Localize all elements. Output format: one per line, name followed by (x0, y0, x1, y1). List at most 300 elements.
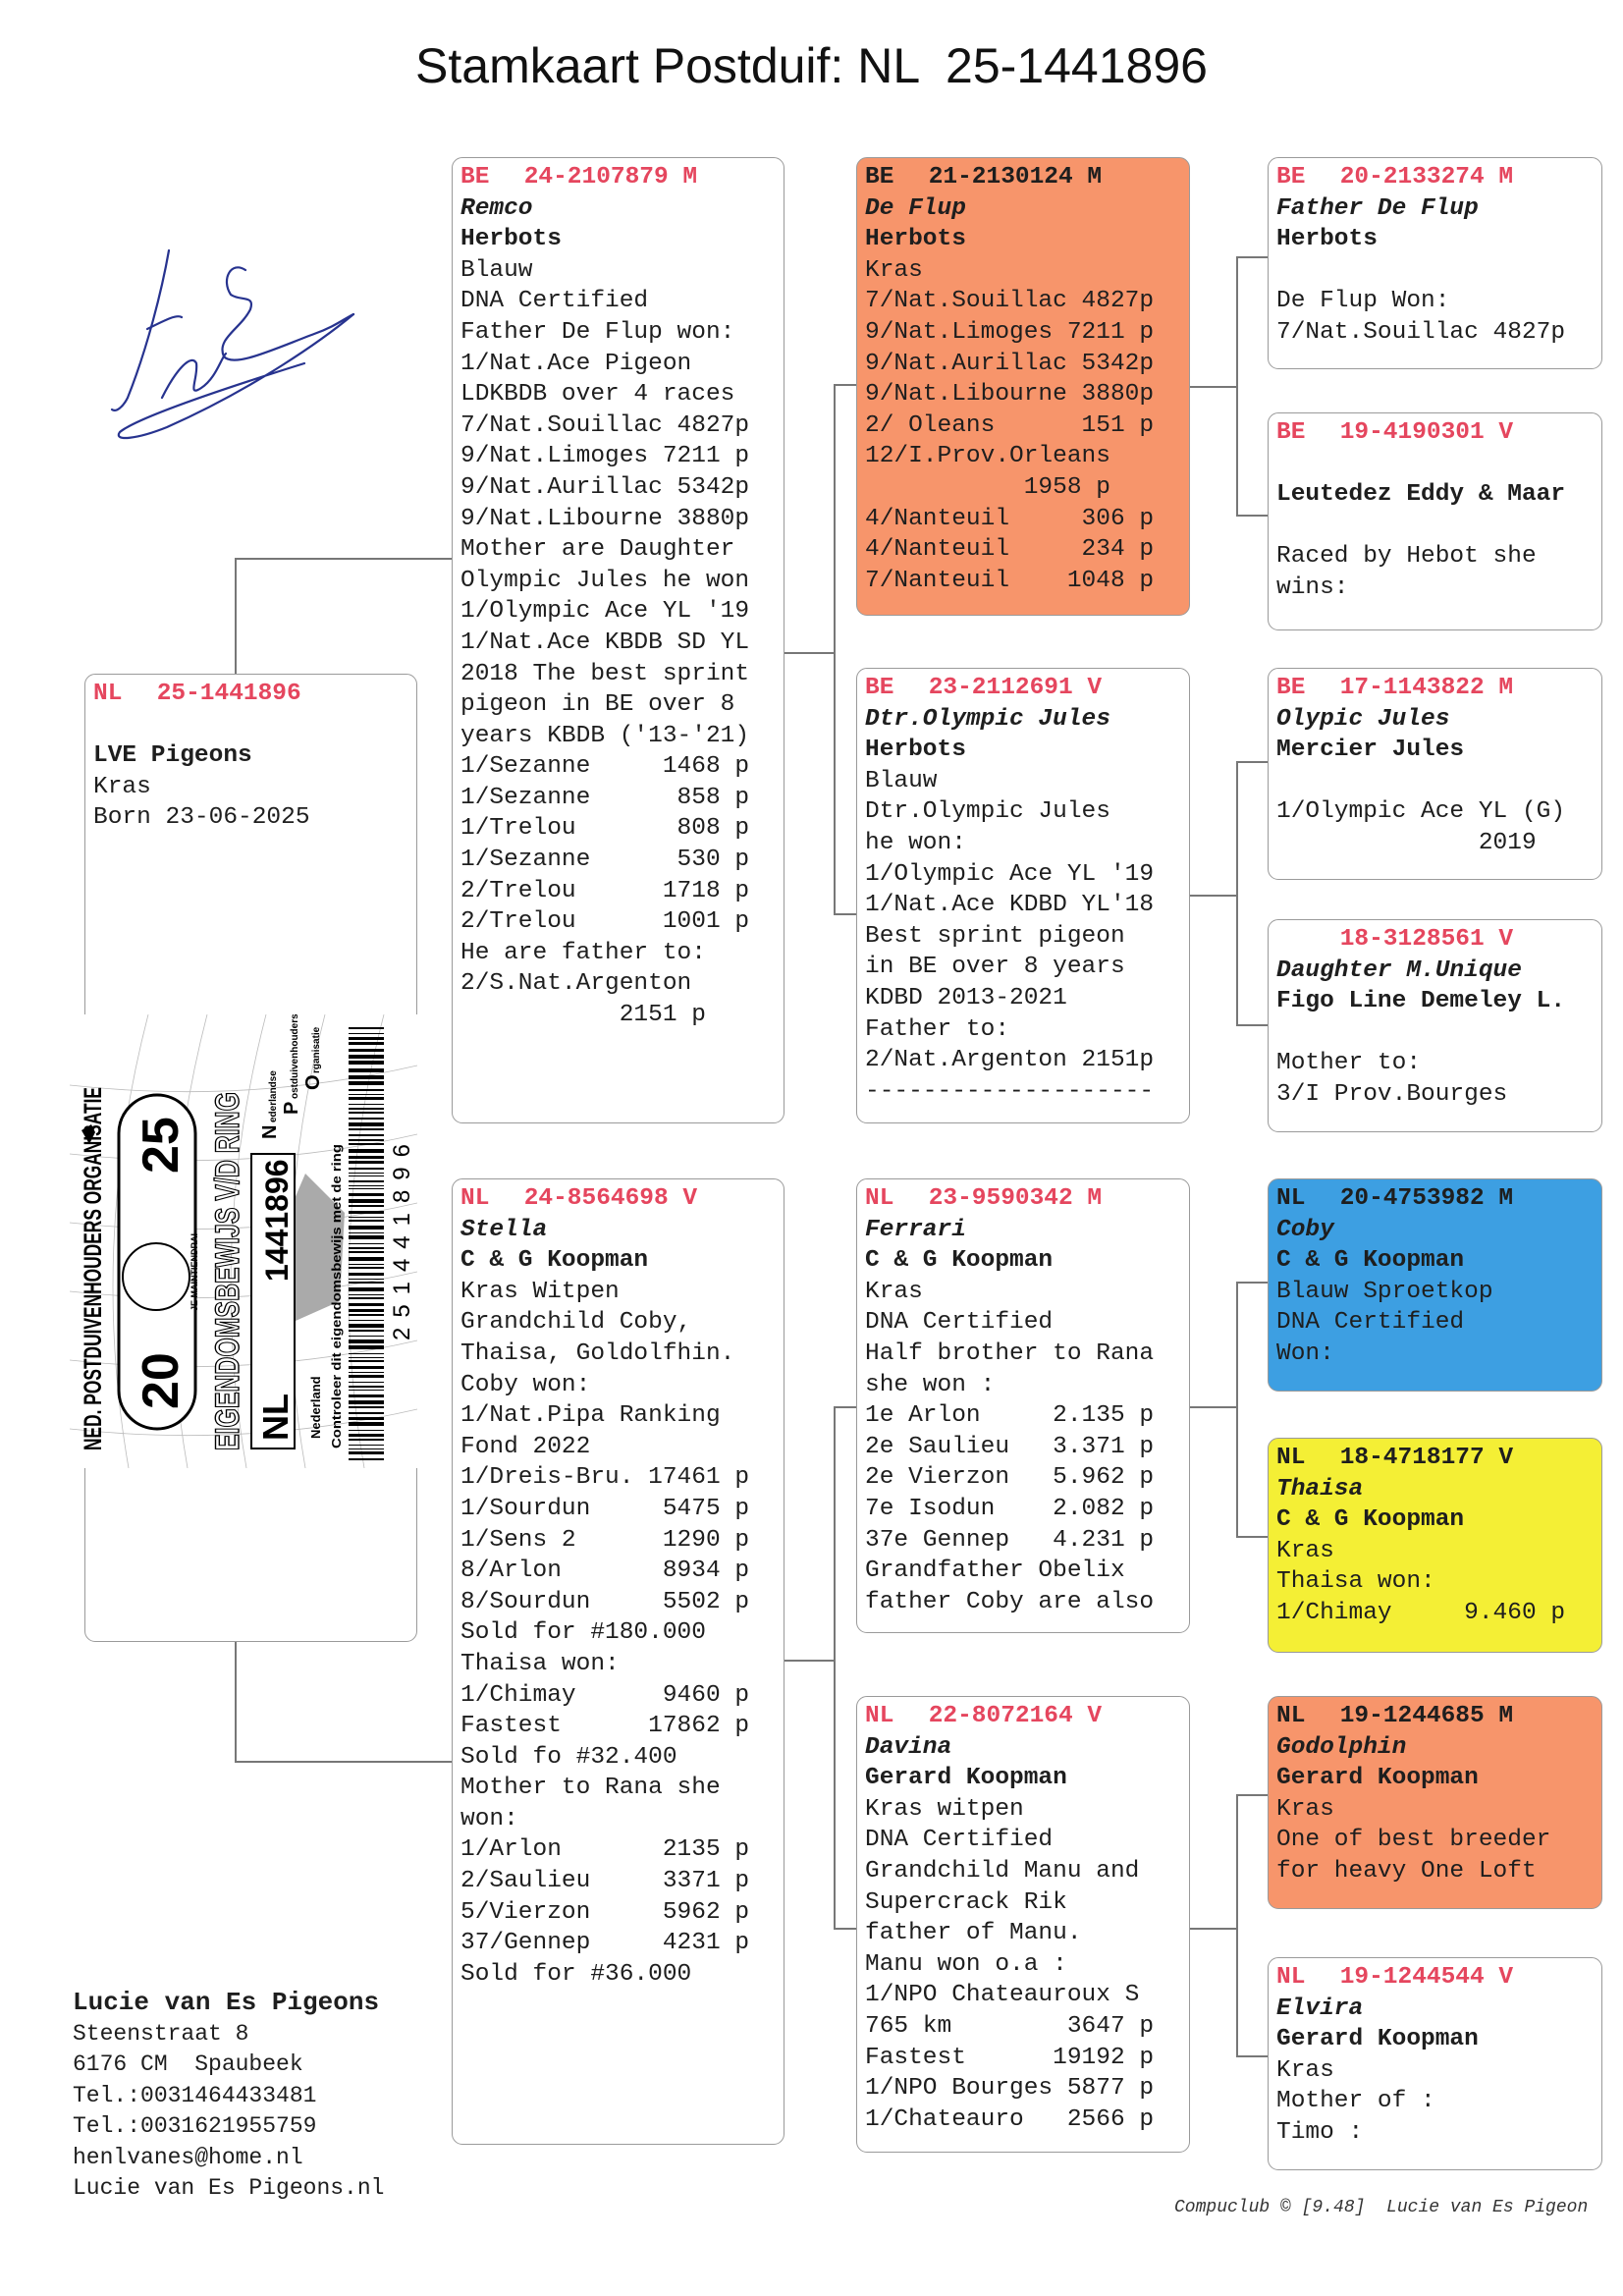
info-line: for heavy One Loft (1276, 1857, 1537, 1885)
breeder-owner: Figo Line Demeley L. (1276, 988, 1566, 1015)
info-line: Kras (1276, 2056, 1334, 2084)
info-line: LDKBDB over 4 races (460, 381, 735, 409)
pigeon-name: Thaisa (1276, 1475, 1364, 1503)
barcode-bar (349, 1360, 384, 1362)
barcode-bar (349, 1232, 384, 1233)
info-line (1276, 255, 1601, 287)
breeder-owner: C & G Koopman (865, 1247, 1054, 1275)
connector (1236, 761, 1238, 1025)
pigeon-card-sire (452, 157, 784, 1123)
barcode-bar (349, 1243, 384, 1244)
breeder-name: Lucie van Es Pigeons (73, 1988, 380, 2017)
info-line: won: (460, 1805, 518, 1832)
npo-logo (259, 1014, 324, 1139)
barcode-bar (349, 1033, 384, 1034)
ring-sex: M (1498, 675, 1514, 701)
ring-number: 25-1441896 (156, 681, 301, 707)
connector (834, 1406, 856, 1408)
barcode-bar (349, 1188, 384, 1189)
pigeon-name (1276, 449, 1601, 480)
barcode-bar (349, 1049, 384, 1052)
ring-sex: V (1498, 926, 1514, 953)
ring-number: 24-2107879 (523, 164, 669, 191)
info-line: Won: (1276, 1339, 1334, 1367)
ring-country: NL (865, 1185, 894, 1212)
info-line: 9/Nat.Limoges 7211 p (460, 443, 750, 470)
pigeon-name: Stella (460, 1216, 548, 1243)
barcode-bar (349, 1287, 384, 1291)
lion-crest-icon (123, 1243, 189, 1310)
connector (1190, 386, 1236, 388)
info-line: Dtr.Olympic Jules (865, 798, 1110, 826)
info-line: years KBDB ('13-'21) (460, 722, 750, 749)
barcode-bar (349, 1324, 384, 1328)
ring-number: 19-1244685 (1339, 1703, 1485, 1729)
connector (235, 1642, 237, 1762)
ring-ownership-card (70, 1014, 417, 1468)
info-line: Blauw Sproetkop (1276, 1278, 1493, 1305)
barcode-bar (349, 1180, 384, 1182)
ring-id (93, 679, 416, 710)
connector (1236, 1282, 1238, 1537)
barcode-bar (349, 1297, 384, 1299)
connector (1236, 2055, 1268, 2057)
barcode-bar (349, 1257, 384, 1261)
barcode-bar (349, 1422, 384, 1426)
info-line: Blauw (865, 767, 938, 794)
ring-number: 19-1244544 (1339, 1964, 1485, 1991)
info-line: 37/Gennep 4231 p (460, 1930, 750, 1957)
info-line: DNA Certified (1276, 1309, 1465, 1337)
info-line: 3/I Prov.Bourges (1276, 1080, 1508, 1108)
svg-text:N: N (259, 1124, 281, 1139)
breeder-owner: Herbots (460, 226, 562, 253)
info-line: 9/Nat.Aurillac 5342p (460, 473, 750, 501)
barcode-bar (349, 1122, 384, 1126)
card-check-text: Controleer dit eigendomsbewijs met de ring (330, 1192, 344, 1449)
ring-number: 20-4753982 (1339, 1185, 1485, 1212)
ring-id (865, 1701, 1189, 1732)
info-line: -------------------- (865, 1077, 1155, 1105)
pigeon-name: Ferrari (865, 1216, 966, 1243)
ring-id (1276, 162, 1601, 193)
breeder-address (73, 1988, 384, 2205)
barcode-bar (349, 1128, 384, 1130)
barcode-bar (349, 1434, 384, 1437)
ring-country: NL (865, 1703, 894, 1729)
info-line: 2/Saulieu 3371 p (460, 1868, 750, 1895)
barcode-bar (349, 1061, 384, 1065)
barcode-bar (349, 1336, 384, 1337)
connector (1236, 1536, 1268, 1538)
connector (1190, 895, 1236, 897)
info-line: Mother to: (1276, 1050, 1422, 1077)
info-line: 1/NPO Chateauroux S (865, 1982, 1140, 2009)
info-line: Manu won o.a : (865, 1950, 1067, 1978)
info-line: Kras witpen (865, 1795, 1024, 1823)
info-line: 9/Nat.Limoges 7211 p (865, 318, 1155, 346)
info-line: 7/Nanteuil 1048 p (865, 567, 1155, 594)
barcode-bar (349, 1430, 384, 1431)
barcode-bar (349, 1211, 384, 1214)
breeder-owner: Gerard Koopman (1276, 1765, 1479, 1792)
barcode-bar (349, 1303, 384, 1306)
info-line: wins: (1276, 574, 1349, 601)
breeder-owner: Mercier Jules (1276, 737, 1465, 764)
ring-id (460, 1183, 784, 1215)
barcode-bar (349, 1199, 384, 1203)
ring-sex: V (1087, 1703, 1103, 1729)
info-line: she won : (865, 1371, 996, 1398)
pigeon-name: Father De Flup (1276, 194, 1479, 222)
ring-country: BE (460, 164, 490, 191)
ring-country: NL (460, 1185, 490, 1212)
barcode-bar (349, 1108, 384, 1110)
ring-id (1276, 1701, 1601, 1732)
info-line: 9/Nat.Libourne 3880p (865, 381, 1155, 409)
info-line: Father to: (865, 1015, 1010, 1043)
info-line: One of best breeder (1276, 1827, 1551, 1854)
card-land: Nederland (308, 1376, 323, 1439)
info-line: Mother of : (1276, 2088, 1435, 2115)
ring-id (1276, 1183, 1601, 1215)
info-line: 1/Sezanne 858 p (460, 784, 750, 811)
info-line: 1/NPO Bourges 5877 p (865, 2075, 1155, 2103)
barcode-bar (349, 1220, 384, 1222)
pigeon-name: Elvira (1276, 1995, 1364, 2022)
info-line: 1/Nat.Ace KDBD YL'18 (865, 892, 1155, 919)
barcode-bar (349, 1372, 384, 1373)
info-line: Grandchild Manu and (865, 1857, 1140, 1885)
info-line: 1/Olympic Ace YL '19 (865, 860, 1155, 888)
breeder-owner: C & G Koopman (1276, 1506, 1465, 1534)
ring-id (865, 162, 1189, 193)
ring-sex: V (682, 1185, 698, 1212)
barcode-bar (349, 1075, 384, 1079)
pigeon-card-grandsire-paternal (856, 157, 1190, 616)
year-left: 20 (133, 1352, 189, 1409)
info-line: Mother to Rana she (460, 1775, 721, 1802)
info-line: Timo : (1276, 2118, 1364, 2146)
ring-sex: V (1498, 1445, 1514, 1471)
ring-id (1276, 673, 1601, 704)
barcode-bar (349, 1112, 384, 1114)
connector (235, 558, 452, 560)
barcode-bar (349, 1134, 384, 1136)
info-line: Blauw (460, 256, 533, 284)
ring-sex: M (1087, 164, 1103, 191)
pigeon-card-great-grandparent (1268, 919, 1602, 1132)
connector (834, 384, 856, 386)
ring-number: 22-8072164 (928, 1703, 1073, 1729)
software-credit: Compuclub © [9.48] Lucie van Es Pigeon (1174, 2198, 1589, 2217)
info-line: 4/Nanteuil 306 p (865, 505, 1155, 532)
barcode-bar (349, 1037, 384, 1040)
barcode-bar (349, 1294, 384, 1295)
connector (784, 1660, 834, 1662)
info-line: Kras (865, 256, 923, 284)
barcode-bar (349, 1217, 384, 1218)
barcode-bar (349, 1309, 384, 1312)
ring-sex: V (1087, 675, 1103, 701)
svg-text:P: P (281, 1101, 302, 1115)
barcode-bar (349, 1264, 384, 1265)
pigeon-card-great-grandparent (1268, 1178, 1602, 1392)
info-line: 37e Gennep 4.231 p (865, 1526, 1155, 1554)
info-line: 2151 p (460, 1002, 706, 1029)
pigeon-name: Dtr.Olympic Jules (865, 705, 1110, 733)
info-line: 2/Trelou 1001 p (460, 908, 750, 936)
connector (1236, 1794, 1268, 1796)
pigeon-card-great-grandparent (1268, 1696, 1602, 1909)
phone: Tel.:0031621955759 (73, 2113, 317, 2139)
connector (235, 558, 237, 674)
info-line: 1/Nat.Pipa Ranking (460, 1402, 721, 1430)
pigeon-card-granddam-paternal (856, 668, 1190, 1123)
info-line: 7/Nat.Souillac 4827p (865, 288, 1155, 315)
breeder-owner: C & G Koopman (460, 1247, 649, 1275)
info-line: Sold for #36.000 (460, 1960, 692, 1988)
pigeon-name: Remco (460, 194, 533, 222)
connector (1236, 1282, 1268, 1284)
info-line: Olympic Jules he won (460, 567, 750, 594)
connector (834, 384, 836, 914)
info-line: Fastest 17862 p (460, 1713, 750, 1740)
barcode-bar (349, 1089, 384, 1091)
ring-sex: M (682, 164, 698, 191)
barcode-bar (349, 1205, 384, 1207)
barcode-bar (349, 1273, 384, 1276)
barcode-bar (349, 1320, 384, 1321)
barcode-bar (349, 1143, 384, 1145)
ring-number: 18-4718177 (1339, 1445, 1485, 1471)
info-line: 1958 p (865, 473, 1110, 501)
info-line: 5/Vierzon 5962 p (460, 1898, 750, 1926)
info-line: Thaisa won: (460, 1650, 620, 1677)
barcode-bar (349, 1400, 384, 1404)
card-heading: EIGENDOMSBEWIJS V/D RING (209, 1014, 246, 1450)
ring-country: BE (1276, 164, 1306, 191)
info-line: 2/ Oleans 151 p (865, 411, 1155, 439)
barcode-bar (349, 1081, 384, 1085)
info-line: Fond 2022 (460, 1433, 591, 1460)
barcode-bar (349, 1382, 384, 1383)
barcode-bar (349, 1094, 384, 1095)
connector (1190, 1406, 1236, 1408)
info-line: Thaisa won: (1276, 1568, 1435, 1596)
info-line: Born 23-06-2025 (93, 804, 310, 832)
info-line: Kras Witpen (460, 1278, 620, 1305)
ring-number: 20-2133274 (1339, 164, 1485, 191)
email: henlvanes@home.nl (73, 2144, 303, 2170)
info-line: 2/Trelou 1718 p (460, 877, 750, 904)
barcode-bar (349, 1104, 384, 1105)
info-line: 2e Vierzon 5.962 p (865, 1464, 1155, 1492)
info-line: 1/Nat.Ace KBDB SD YL (460, 629, 750, 656)
barcode-bar (349, 1267, 384, 1269)
info-line: 1/Olympic Ace YL '19 (460, 598, 750, 626)
info-line: 8/Sourdun 5502 p (460, 1588, 750, 1615)
barcode-bar (349, 1386, 384, 1388)
barcode-bar (349, 1439, 384, 1441)
info-line: pigeon in BE over 8 (460, 691, 735, 719)
info-line: father Coby are also (865, 1588, 1155, 1615)
pigeon-card-dam (452, 1178, 784, 2145)
info-line: 7e Isodun 2.082 p (865, 1495, 1155, 1522)
barcode-bar (349, 1394, 384, 1397)
ring-country: BE (1276, 419, 1306, 446)
ring-sex: M (1087, 1185, 1103, 1212)
barcode-bar (349, 1357, 384, 1358)
info-line: Sold fo #32.400 (460, 1743, 677, 1771)
ring-country: BE (865, 675, 894, 701)
info-line (1276, 511, 1601, 542)
barcode-bar (349, 1445, 384, 1446)
barcode-bar (349, 1118, 384, 1120)
info-line: 1/Nat.Ace Pigeon (460, 350, 692, 377)
ring-country: NL (1276, 1185, 1306, 1212)
page-title: Stamkaart Postduif: NL 25-1441896 (415, 38, 1208, 93)
connector (1190, 1928, 1236, 1930)
barcode-bar (349, 1042, 384, 1045)
ring-id (1276, 1443, 1601, 1474)
info-line: 1/Olympic Ace YL (G) (1276, 798, 1566, 826)
info-line: 2/Nat.Argenton 2151p (865, 1047, 1155, 1074)
barcode-bar (349, 1390, 384, 1391)
pigeon-name: Davina (865, 1733, 952, 1761)
connector (1236, 256, 1268, 258)
info-line: he won: (865, 829, 966, 856)
barcode-bar (349, 1175, 384, 1176)
barcode-bar (349, 1279, 384, 1280)
info-line: Fastest 19192 p (865, 2044, 1155, 2071)
info-line: DNA Certified (865, 1309, 1054, 1337)
info-line: 765 km 3647 p (865, 2012, 1155, 2040)
info-line: 4/Nanteuil 234 p (865, 536, 1155, 564)
ring-country: NL (1276, 1964, 1306, 1991)
barcode-bar (349, 1097, 384, 1100)
barcode-bar (349, 1375, 384, 1378)
barcode-bar (349, 1345, 384, 1349)
ring-id (865, 1183, 1189, 1215)
info-line: Mother are Daughter (460, 536, 735, 564)
barcode-bar (349, 1156, 384, 1159)
ring-id (1276, 924, 1601, 956)
barcode-bar (349, 1055, 384, 1059)
year-right: 25 (133, 1117, 189, 1174)
ring-sex: V (1498, 1964, 1514, 1991)
ring-country: BE (865, 164, 894, 191)
info-line: Coby won: (460, 1371, 591, 1398)
info-line: 1/Sourdun 5475 p (460, 1495, 750, 1522)
barcode-bar (349, 1226, 384, 1230)
info-line: 8/Arlon 8934 p (460, 1558, 750, 1585)
info-line (1276, 1017, 1601, 1049)
info-line: Half brother to Rana (865, 1339, 1155, 1367)
info-line: DNA Certified (865, 1827, 1054, 1854)
ring-id (460, 162, 784, 193)
barcode-bar (349, 1027, 384, 1029)
barcode-bar (349, 1139, 384, 1141)
info-line: 7/Nat.Souillac 4827p (1276, 318, 1566, 346)
info-line: Thaisa, Goldolfhin. (460, 1339, 735, 1367)
info-line: in BE over 8 years (865, 954, 1125, 981)
info-line: Kras (1276, 1795, 1334, 1823)
info-line: father of Manu. (865, 1920, 1082, 1947)
info-line: Father De Flup won: (460, 318, 735, 346)
ring-country: NL (1276, 1703, 1306, 1729)
pigeon-name: Godolphin (1276, 1733, 1407, 1761)
barcode-bar (349, 1173, 384, 1174)
info-line: 1/Chateauro 2566 p (865, 2105, 1155, 2133)
breeder-owner: LVE Pigeons (93, 742, 252, 770)
ring-country: NL (255, 1394, 296, 1441)
svg-text:rganisatie: rganisatie (311, 1026, 322, 1073)
pigeon-name: De Flup (865, 194, 966, 222)
connector (834, 913, 856, 915)
connector (1236, 256, 1238, 516)
pigeon-card-granddam-maternal (856, 1696, 1190, 2153)
breeder-owner: C & G Koopman (1276, 1247, 1465, 1275)
connector (235, 1761, 452, 1763)
connector (1236, 1024, 1268, 1026)
info-line: 2019 (1276, 829, 1537, 856)
barcode-bar (349, 1235, 384, 1239)
breeder-owner: Herbots (865, 226, 966, 253)
connector (784, 652, 834, 654)
info-line: 1/Sens 2 1290 p (460, 1526, 750, 1554)
pigeon-card-great-grandparent (1268, 668, 1602, 880)
signature (108, 241, 363, 447)
info-line: Kras (865, 1278, 923, 1305)
info-line: 1/Sezanne 530 p (460, 847, 750, 874)
barcode-bar (349, 1068, 384, 1072)
pigeon-name: Daughter M.Unique (1276, 957, 1522, 984)
pigeon-card-great-grandparent (1268, 412, 1602, 630)
barcode-number: 251441896 (389, 1144, 415, 1340)
ring-sex: M (1498, 164, 1514, 191)
info-line: He are father to: (460, 939, 706, 966)
barcode-bar (349, 1417, 384, 1420)
ring-number: 1441896 (259, 1159, 295, 1282)
breeder-owner: Gerard Koopman (1276, 2026, 1479, 2053)
ring-number: 21-2130124 (928, 164, 1073, 191)
ring-number: 17-1143822 (1339, 675, 1485, 701)
ring-id (865, 673, 1189, 704)
info-line: 2/S.Nat.Argenton (460, 970, 692, 998)
info-line: Kras (1276, 1537, 1334, 1564)
info-line: 2018 The best sprint (460, 660, 750, 687)
barcode-bar (349, 1193, 384, 1196)
ring-number: 18-3128561 (1339, 926, 1485, 953)
ring-id (1276, 1962, 1601, 1994)
connector (834, 1406, 836, 1929)
barcode-bar (349, 1168, 384, 1170)
info-line: DNA Certified (460, 288, 649, 315)
info-line: 12/I.Prov.Orleans (865, 443, 1110, 470)
connector (1236, 1794, 1238, 2056)
info-line: 1/Chimay 9.460 p (1276, 1599, 1566, 1626)
info-line: Kras (93, 773, 151, 800)
svg-text:ostduivenhouders: ostduivenhouders (290, 1014, 300, 1099)
info-line: Best sprint pigeon (865, 922, 1125, 950)
breeder-owner: Herbots (1276, 226, 1378, 253)
breeder-owner: Leutedez Eddy & Maar (1276, 481, 1566, 509)
breeder-owner: Herbots (865, 737, 966, 764)
pigeon-name: Coby (1276, 1216, 1334, 1243)
barcode-bar (349, 1458, 384, 1460)
info-line: 1/Dreis-Bru. 17461 p (460, 1464, 750, 1492)
